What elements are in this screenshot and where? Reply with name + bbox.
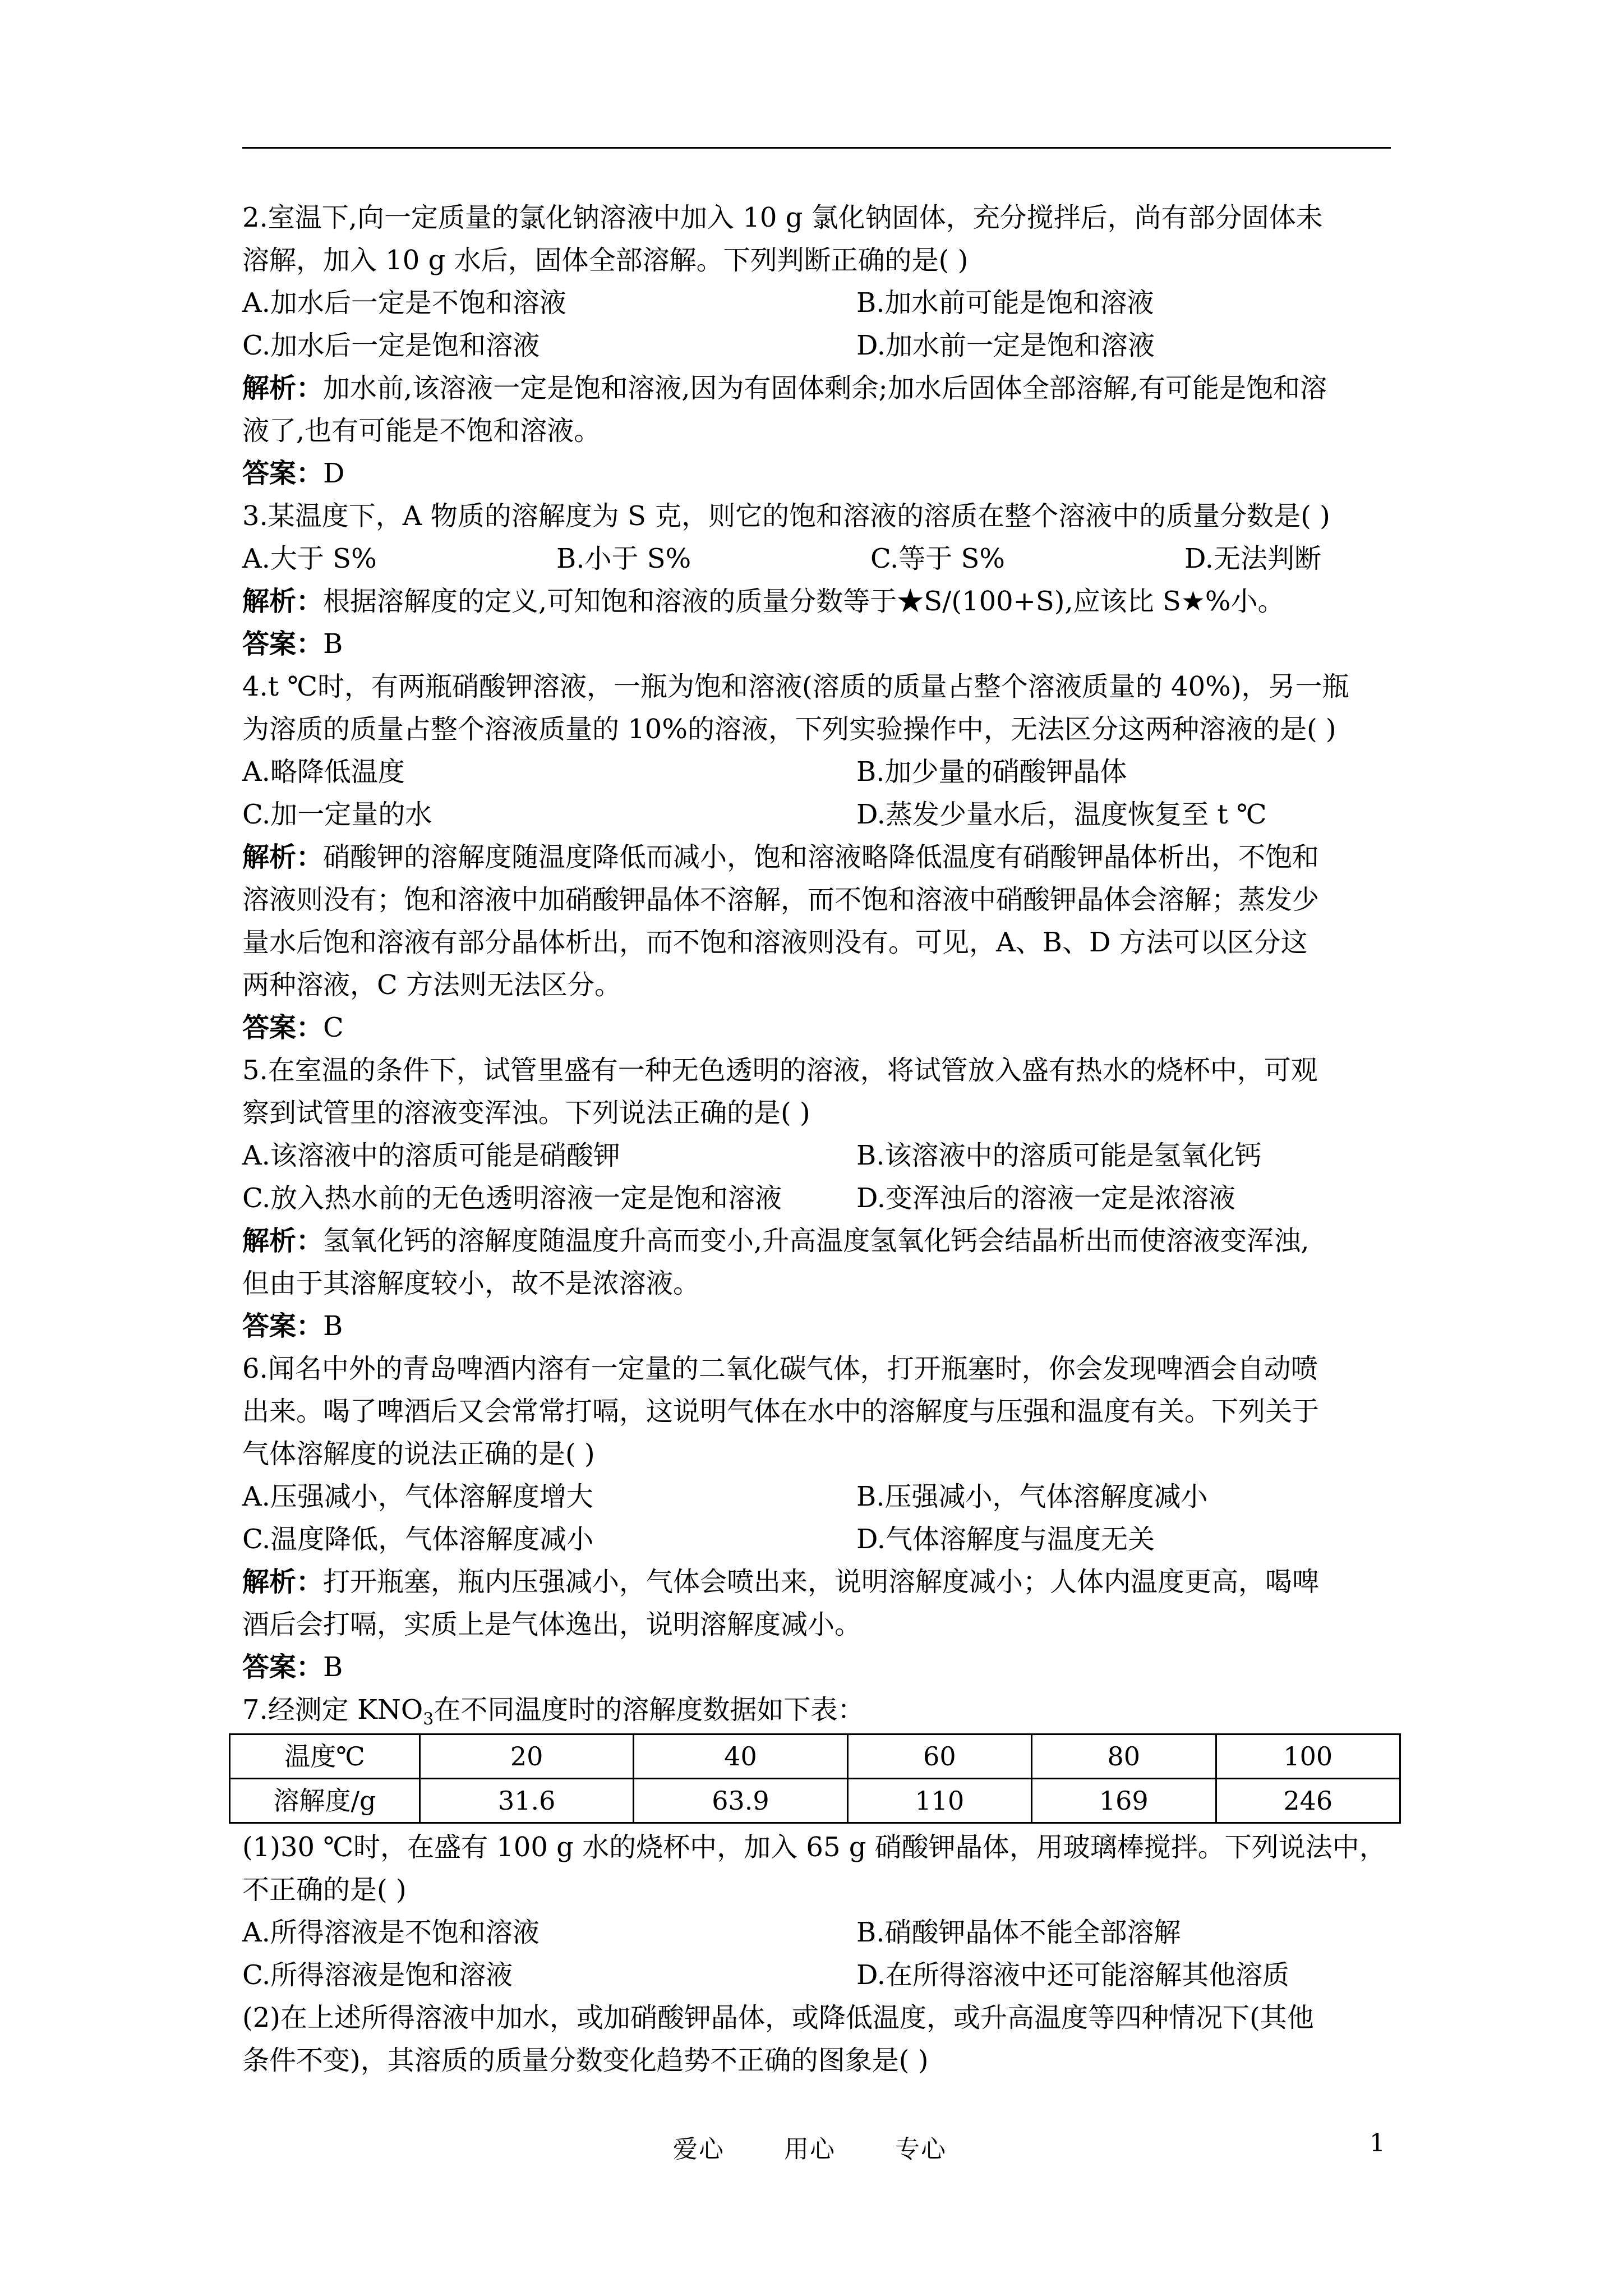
footer-text-middle: 用心 (784, 2135, 836, 2164)
q6-answer-label: 答案： (242, 1651, 324, 1683)
q5-answer (242, 1305, 1409, 1347)
q2-stem-line1: 2.室温下,向一定质量的氯化钠溶液中加入 10 g 氯化钠固体，充分搅拌后，尚有部分固体未 (242, 202, 1323, 233)
q5-option-b: B.该溶液中的溶质可能是氢氧化钙 (856, 1140, 1262, 1171)
q6-option-d: D.气体溶解度与温度无关 (856, 1524, 1155, 1555)
q4-option-a: A.略降低温度 (242, 756, 405, 788)
q4-analysis-text1: 硝酸钾的溶解度随温度降低而减小，饱和溶液略降低温度有硝酸钾晶体析出，不饱和 (323, 841, 1320, 873)
q3-option-b: B.小于 S% (556, 543, 691, 574)
q7-option-d: D.在所得溶液中还可能溶解其他溶质 (856, 1959, 1290, 1991)
q6-analysis-line2: 酒后会打嗝，实质上是气体逸出，说明溶解度减小。 (242, 1609, 862, 1640)
table-cell-temp: 40 (634, 1734, 847, 1779)
q4-option-d: D.蒸发少量水后，温度恢复至 t ℃ (856, 799, 1267, 830)
q2-option-a: A.加水后一定是不饱和溶液 (242, 287, 566, 319)
q5-analysis-text1: 氢氧化钙的溶解度随温度升高而变小,升高温度氢氧化钙会结晶析出而使溶液变浑浊, (323, 1225, 1310, 1257)
q6-stem-line3: 气体溶解度的说法正确的是( ) (242, 1438, 595, 1470)
q4-option-c: C.加一定量的水 (242, 799, 432, 830)
q4-options-row2 (242, 793, 1409, 836)
q2-option-c: C.加水后一定是饱和溶液 (242, 330, 540, 361)
q4-answer (242, 1006, 1409, 1049)
table-cell-solubility: 246 (1216, 1779, 1400, 1823)
table-cell-solubility: 31.6 (420, 1779, 634, 1823)
q2-answer-value: D (323, 458, 345, 489)
q3-option-c: C.等于 S% (870, 543, 1006, 574)
q4-answer-label: 答案： (242, 1012, 324, 1043)
q7-stem (242, 1688, 1409, 1731)
table-cell-solubility: 169 (1032, 1779, 1216, 1823)
table-cell-solubility: 110 (847, 1779, 1031, 1823)
q7-part2-line2: 条件不变)，其溶质的质量分数变化趋势不正确的图象是( ) (242, 2045, 929, 2076)
q2-option-d: D.加水前一定是饱和溶液 (856, 330, 1155, 361)
table-cell-temp: 20 (420, 1734, 634, 1779)
table-cell-solubility: 63.9 (634, 1779, 847, 1823)
q4-analysis-line2: 溶液则没有；饱和溶液中加硝酸钾晶体不溶解，而不饱和溶液中硝酸钾晶体会溶解；蒸发少 (242, 884, 1320, 915)
q7-option-b: B.硝酸钾晶体不能全部溶解 (856, 1917, 1181, 1948)
q4-analysis-line4: 两种溶液，C 方法则无法区分。 (242, 969, 621, 1001)
q3-answer-label: 答案： (242, 628, 324, 660)
table-header-temperature: 温度℃ (230, 1734, 420, 1779)
q3-analysis-label: 解析： (242, 586, 324, 617)
q2-analysis-line1 (242, 367, 1409, 409)
q6-answer (242, 1646, 1409, 1688)
q6-stem-line1: 6.闻名中外的青岛啤酒内溶有一定量的二氧化碳气体，打开瓶塞时，你会发现啤酒会自动喷 (242, 1353, 1318, 1384)
q2-option-b: B.加水前可能是饱和溶液 (856, 287, 1154, 319)
q5-analysis-line1 (242, 1220, 1409, 1262)
q6-answer-value: B (323, 1651, 343, 1683)
q5-analysis-line2: 但由于其溶解度较小，故不是浓溶液。 (242, 1268, 700, 1299)
q4-option-b: B.加少量的硝酸钾晶体 (856, 756, 1127, 788)
q5-option-a: A.该溶液中的溶质可能是硝酸钾 (242, 1140, 620, 1171)
q6-analysis-label: 解析： (242, 1566, 324, 1598)
q3-stem: 3.某温度下，A 物质的溶解度为 S 克，则它的饱和溶液的溶质在整个溶液中的质量分数是( ) (242, 500, 1330, 532)
q5-option-d: D.变浑浊后的溶液一定是浓溶液 (856, 1182, 1236, 1214)
q7-part1-line1: (1)30 ℃时，在盛有 100 g 水的烧杯中，加入 65 g 硝酸钾晶体，用玻璃棒搅拌。下列说法中， (242, 1832, 1386, 1863)
page-footer (673, 2129, 947, 2165)
q4-analysis-line3: 量水后饱和溶液有部分晶体析出，而不饱和溶液则没有。可见，A、B、D 方法可以区分这 (242, 927, 1308, 958)
q6-option-a: A.压强减小，气体溶解度增大 (242, 1481, 593, 1512)
q4-analysis-line1 (242, 836, 1409, 878)
page-number: 1 (1370, 2129, 1385, 2157)
footer-text-left: 爱心 (673, 2135, 725, 2164)
q5-options-row2 (242, 1177, 1409, 1220)
q3-analysis-line (242, 580, 1409, 623)
q2-analysis-text1: 加水前,该溶液一定是饱和溶液,因为有固体剩余;加水后固体全部溶解,有可能是饱和溶 (323, 372, 1327, 404)
q2-options-row1 (242, 282, 1409, 324)
table-row-temperature (230, 1734, 1400, 1779)
document-body (242, 196, 1409, 2082)
q3-option-d: D.无法判断 (1184, 543, 1322, 574)
q3-answer (242, 623, 1409, 665)
q7-part1-line2: 不正确的是( ) (242, 1874, 407, 1906)
q3-options (242, 537, 1409, 580)
q2-options-row2 (242, 324, 1409, 367)
table-cell-temp: 60 (847, 1734, 1031, 1779)
q2-answer (242, 452, 1409, 495)
table-row-solubility (230, 1779, 1400, 1823)
q6-options-row2 (242, 1518, 1409, 1561)
header-rule (242, 147, 1391, 149)
q7-stem-prefix: 7.经测定 KNO (242, 1694, 423, 1726)
q6-stem-line2: 出来。喝了啤酒后又会常常打嗝，这说明气体在水中的溶解度与压强和温度有关。下列关于 (242, 1396, 1320, 1427)
q2-analysis-label: 解析： (242, 372, 324, 404)
footer-text-right: 专心 (895, 2135, 947, 2164)
q2-answer-label: 答案： (242, 458, 324, 489)
q3-answer-value: B (323, 628, 343, 660)
q6-options-row1 (242, 1475, 1409, 1518)
q4-options-row1 (242, 751, 1409, 793)
q5-answer-label: 答案： (242, 1310, 324, 1342)
q7-part2-line1: (2)在上述所得溶液中加水，或加硝酸钾晶体，或降低温度，或升高温度等四种情况下(其他 (242, 2002, 1314, 2033)
q5-stem-line2: 察到试管里的溶液变浑浊。下列说法正确的是( ) (242, 1097, 810, 1129)
q3-analysis-text: 根据溶解度的定义,可知饱和溶液的质量分数等于★S/(100+S),应该比 S★%小。 (323, 586, 1285, 617)
table-cell-temp: 80 (1032, 1734, 1216, 1779)
kno3-solubility-table (229, 1733, 1401, 1824)
q3-option-a: A.大于 S% (242, 543, 377, 574)
q7-options-row2 (242, 1954, 1409, 1996)
q6-analysis-text1: 打开瓶塞，瓶内压强减小，气体会喷出来，说明溶解度减小；人体内温度更高，喝啤 (323, 1566, 1320, 1598)
q7-stem-suffix: 在不同温度时的溶解度数据如下表： (434, 1694, 865, 1726)
q6-option-c: C.温度降低，气体溶解度减小 (242, 1524, 594, 1555)
q5-option-c: C.放入热水前的无色透明溶液一定是饱和溶液 (242, 1182, 782, 1214)
q2-stem-line2: 溶解，加入 10 g 水后，固体全部溶解。下列判断正确的是( ) (242, 245, 969, 276)
q5-answer-value: B (323, 1310, 343, 1342)
q5-options-row1 (242, 1134, 1409, 1177)
q7-option-c: C.所得溶液是饱和溶液 (242, 1959, 513, 1991)
table-header-solubility: 溶解度/g (230, 1779, 420, 1823)
q6-option-b: B.压强减小，气体溶解度减小 (856, 1481, 1208, 1512)
q7-option-a: A.所得溶液是不饱和溶液 (242, 1917, 540, 1948)
q4-answer-value: C (323, 1012, 344, 1043)
q4-stem-line2: 为溶质的质量占整个溶液质量的 10%的溶液，下列实验操作中，无法区分这两种溶液的是( ) (242, 714, 1336, 745)
q7-stem-subscript: 3 (423, 1709, 434, 1729)
q6-analysis-line1 (242, 1561, 1409, 1603)
q5-stem-line1: 5.在室温的条件下，试管里盛有一种无色透明的溶液，将试管放入盛有热水的烧杯中，可观 (242, 1055, 1318, 1086)
q2-analysis-line2: 液了,也有可能是不饱和溶液。 (242, 415, 601, 447)
q7-options-row1 (242, 1911, 1409, 1954)
table-cell-temp: 100 (1216, 1734, 1400, 1779)
q5-analysis-label: 解析： (242, 1225, 324, 1257)
q4-stem-line1: 4.t ℃时，有两瓶硝酸钾溶液，一瓶为饱和溶液(溶质的质量占整个溶液质量的 40%)，另一瓶 (242, 671, 1349, 702)
q4-analysis-label: 解析： (242, 841, 324, 873)
